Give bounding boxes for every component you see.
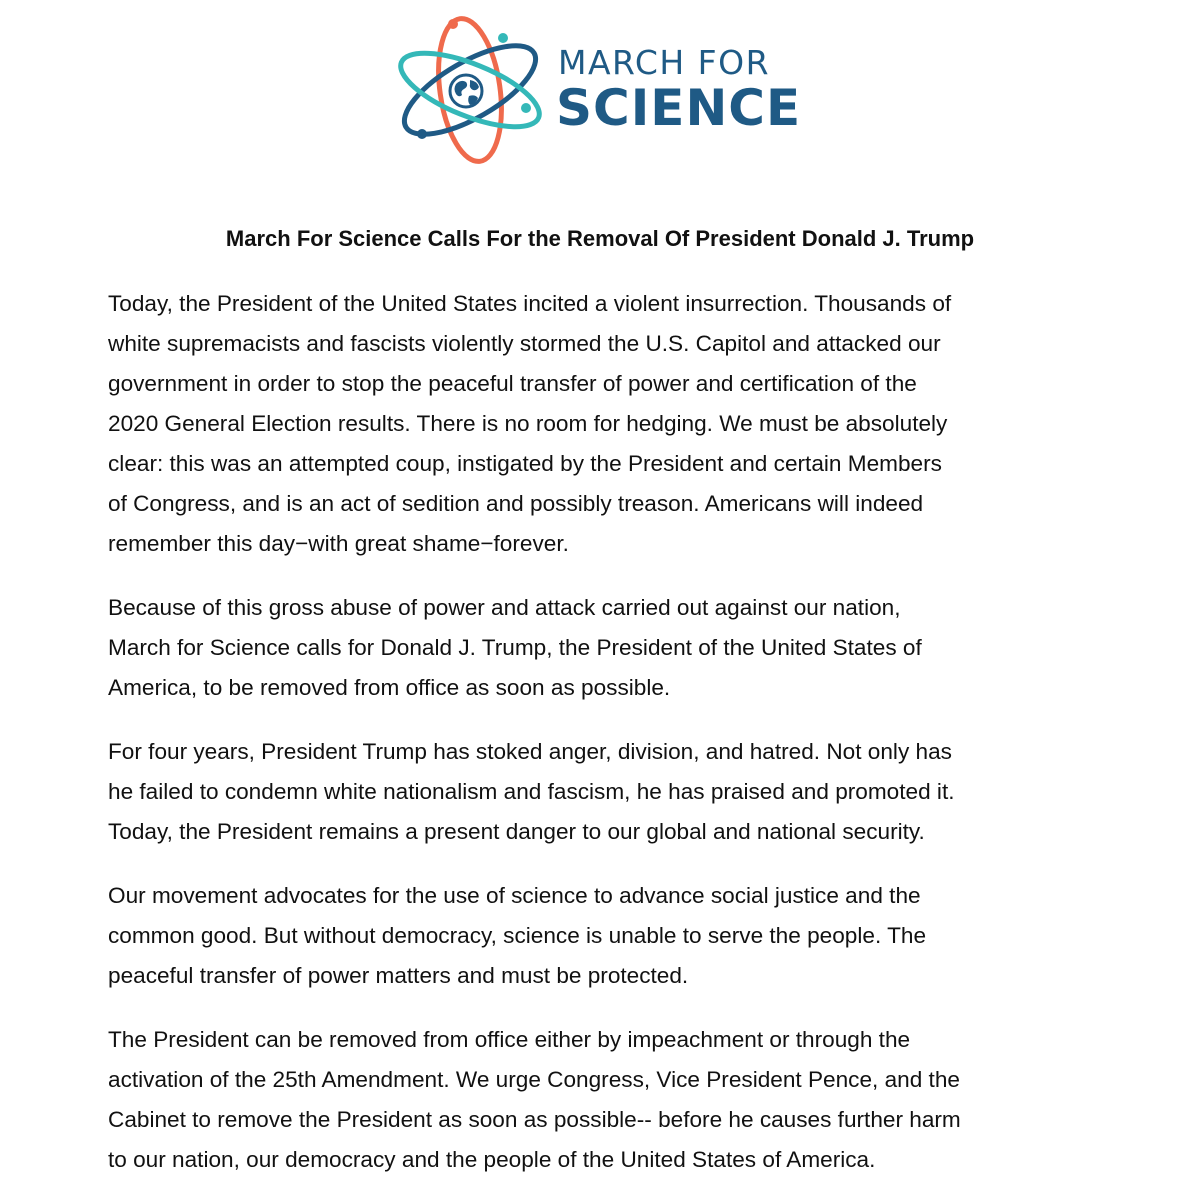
paragraph-line: Today, the President remains a present danger to our global and national security.: [108, 819, 925, 844]
logo-line-march-for: MARCH FOR: [558, 43, 771, 82]
paragraph-line: America, to be removed from office as soon as possible.: [108, 675, 671, 700]
paragraph-line: Because of this gross abuse of power and attack carried out against our nation,: [108, 595, 901, 620]
logo-wordmark: [556, 43, 802, 137]
paragraph-line: Cabinet to remove the President as soon as possible-- before he causes further harm: [108, 1107, 961, 1132]
teal-electron-top: [498, 33, 508, 43]
paragraph-line: clear: this was an attempted coup, instigated by the President and certain Members: [108, 451, 942, 476]
paragraph-line: 2020 General Election results. There is no room for hedging. We must be absolutely: [108, 411, 948, 436]
paragraph-line: common good. But without democracy, science is unable to serve the people. The: [108, 923, 927, 948]
statement-title: March For Science Calls For the Removal Of President Donald J. Trump: [225, 226, 975, 251]
paragraph-5: [108, 1020, 1108, 1180]
teal-electron-right: [521, 103, 531, 113]
paragraph-line: Our movement advocates for the use of science to advance social justice and the: [108, 883, 921, 908]
paragraph-line: For four years, President Trump has stoked anger, division, and hatred. Not only has: [108, 739, 952, 764]
paragraph-line: peaceful transfer of power matters and must be protected.: [108, 963, 689, 988]
coral-electron: [448, 19, 458, 29]
march-for-science-logo: [390, 8, 820, 170]
paragraph-line: remember this day−with great shame−forever.: [108, 531, 569, 556]
paragraph-line: government in order to stop the peaceful transfer of power and certification of the: [108, 371, 917, 396]
paragraph-4: [108, 876, 1108, 996]
statement-body: [108, 284, 1108, 1204]
paragraph-line: of Congress, and is an act of sedition and possibly treason. Americans will indeed: [108, 491, 924, 516]
paragraph-line: March for Science calls for Donald J. Trump, the President of the United States of: [108, 635, 922, 660]
paragraph-line: activation of the 25th Amendment. We urge Congress, Vice President Pence, and the: [108, 1067, 960, 1092]
paragraph-2: [108, 588, 1108, 708]
logo-line-science: SCIENCE: [556, 79, 802, 137]
paragraph-line: white supremacists and fascists violently stormed the U.S. Capitol and attacked our: [108, 331, 941, 356]
paragraph-line: he failed to condemn white nationalism and fascism, he has praised and promoted it.: [108, 779, 955, 804]
navy-electron: [417, 129, 427, 139]
atom-globe-icon: [390, 8, 550, 170]
paragraph-line: to our nation, our democracy and the people of the United States of America.: [108, 1147, 876, 1172]
paragraph-1: [108, 284, 1108, 564]
paragraph-line: Today, the President of the United States incited a violent insurrection. Thousands of: [108, 291, 952, 316]
paragraph-line: The President can be removed from office either by impeachment or through the: [108, 1027, 911, 1052]
paragraph-3: [108, 732, 1108, 852]
